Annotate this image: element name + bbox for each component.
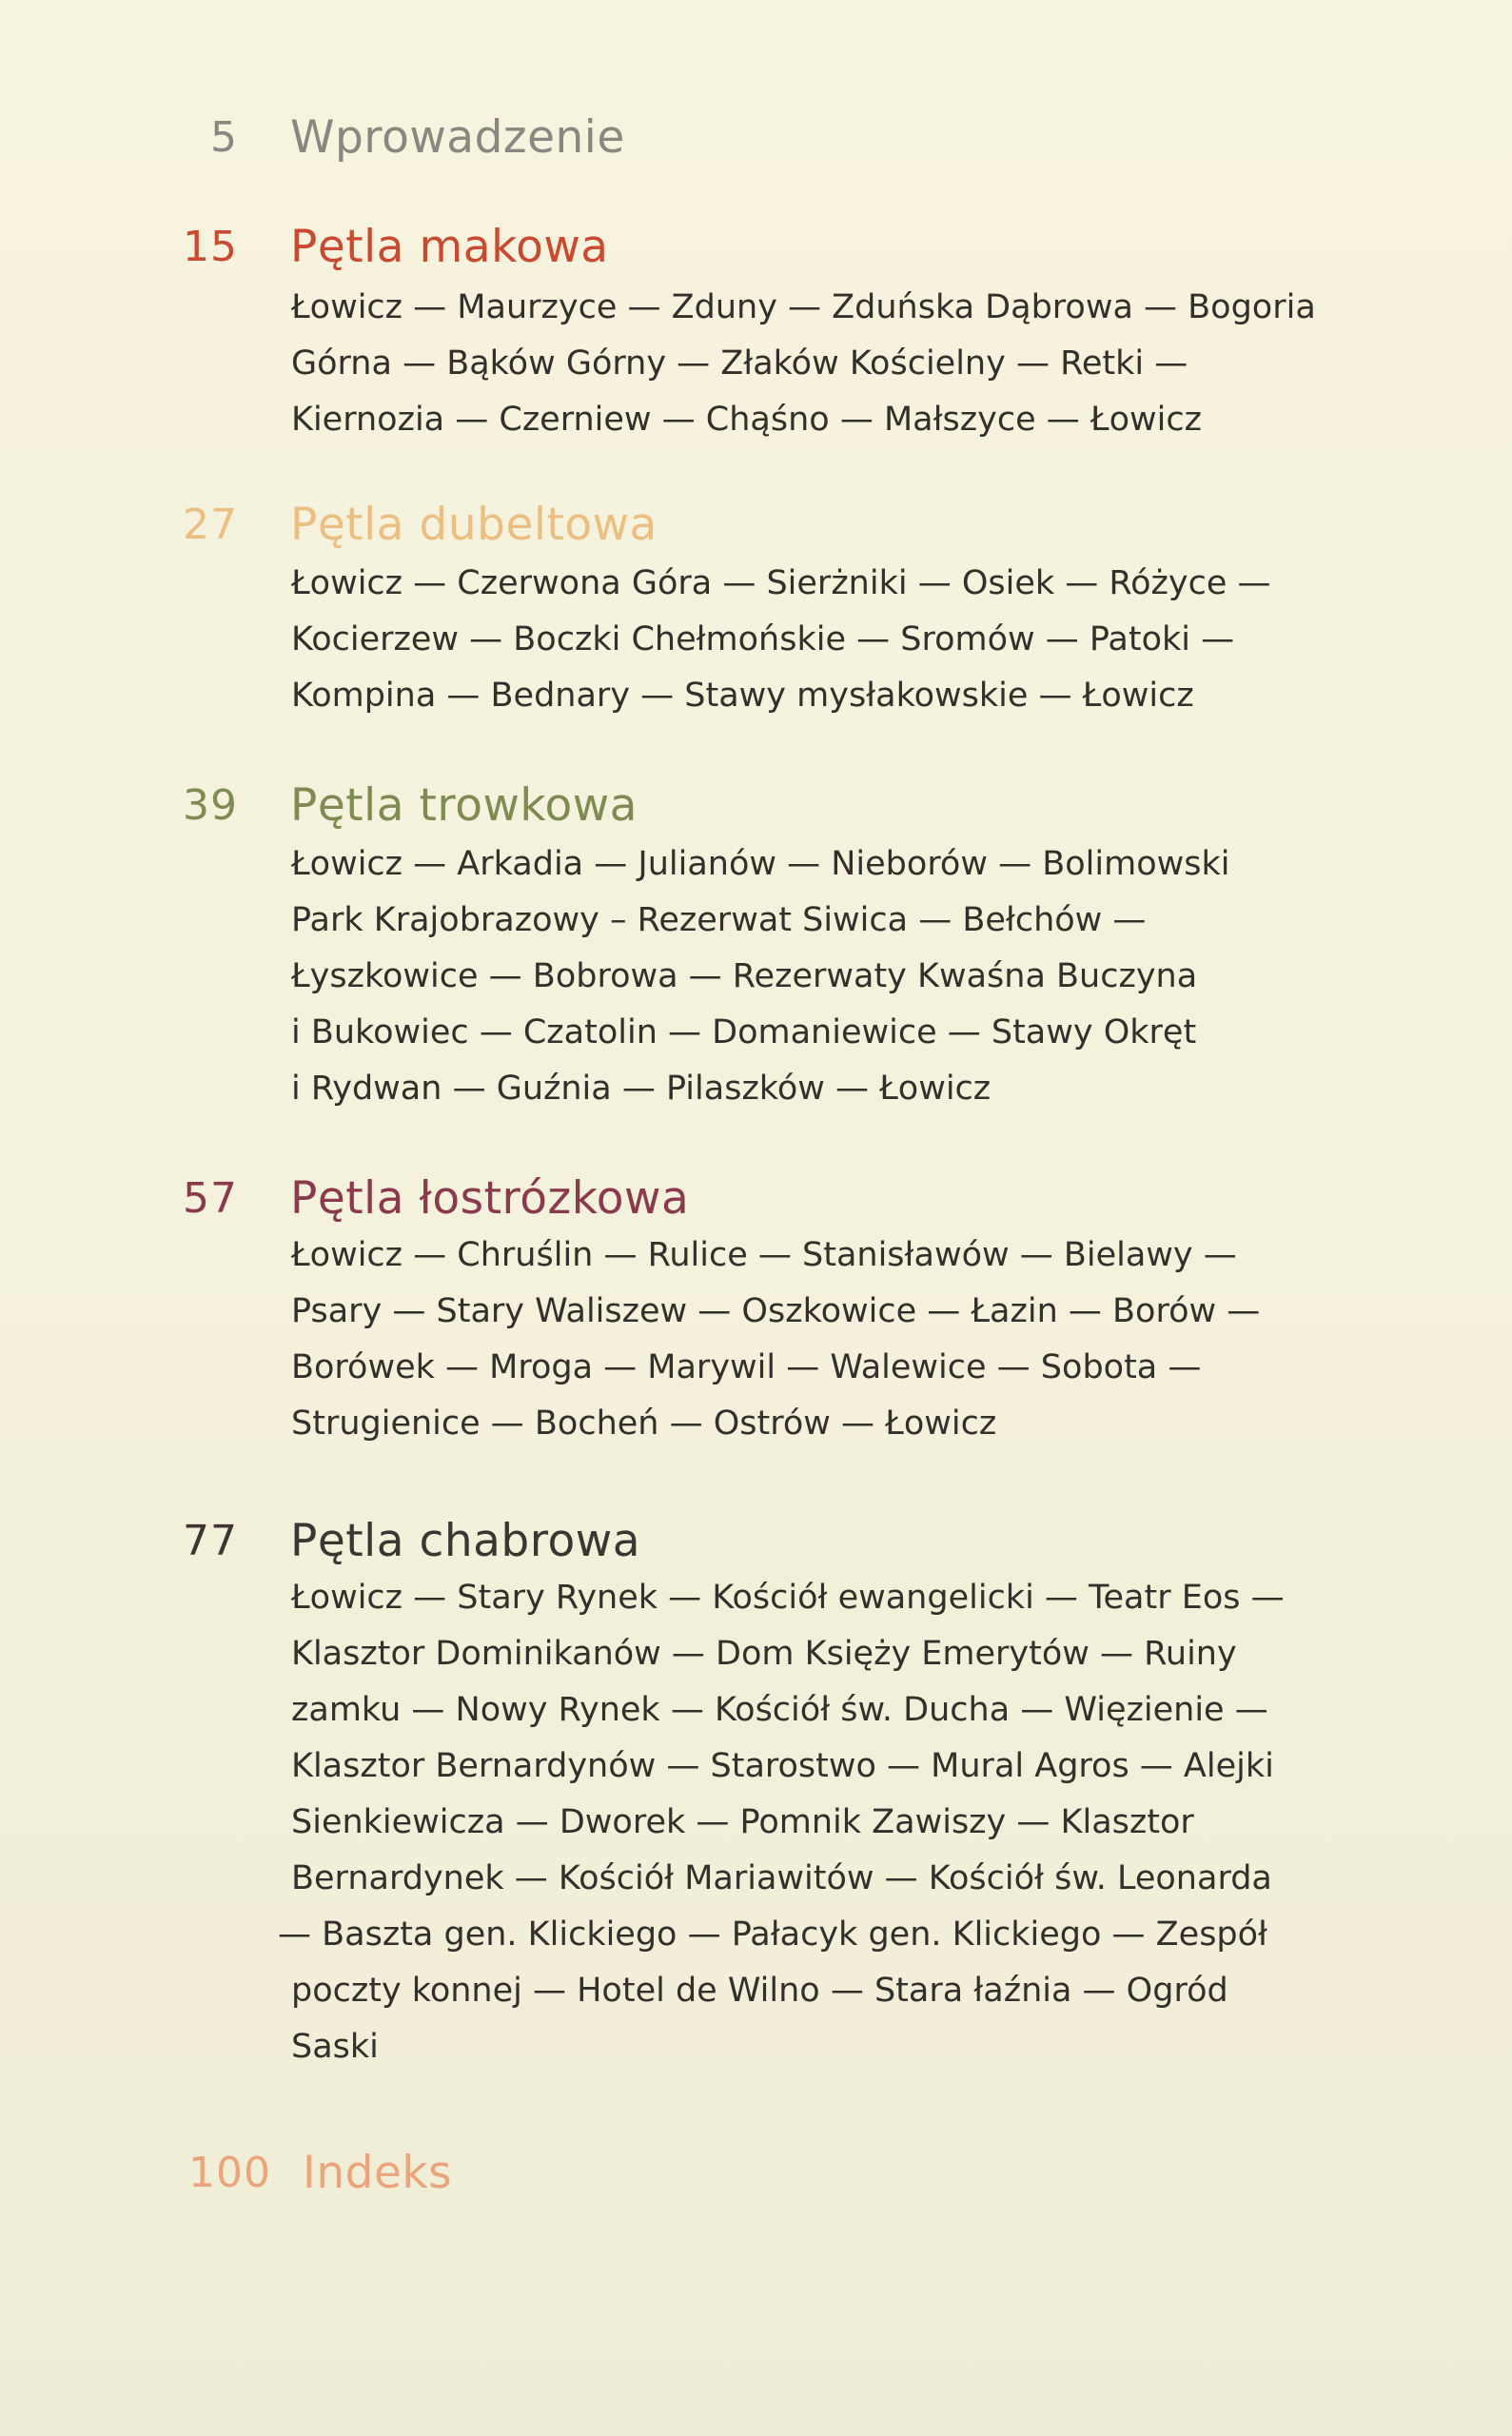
- page-number: 15: [183, 223, 238, 271]
- chapter-title: Indeks: [303, 2147, 453, 2199]
- page-number: 5: [210, 113, 238, 162]
- chapter-title: Wprowadzenie: [290, 111, 625, 164]
- route-line: Kocierzew — Boczki Chełmońskie — Sromów — Patoki —: [291, 620, 1235, 658]
- route-line: Górna — Bąków Górny — Złaków Kościelny — Retki —: [291, 344, 1188, 383]
- route-line: zamku — Nowy Rynek — Kościół św. Ducha — Więzienie —: [291, 1691, 1268, 1729]
- chapter-title: Pętla trowkowa: [290, 779, 638, 832]
- route-line: i Bukowiec — Czatolin — Domaniewice — Stawy Okręt: [291, 1013, 1197, 1051]
- route-line: Saski: [291, 2028, 379, 2066]
- chapter-title: Pętla dubeltowa: [290, 499, 658, 551]
- route-line: i Rydwan — Guźnia — Pilaszków — Łowicz: [291, 1070, 992, 1108]
- chapter-title: Pętla łostrózkowa: [290, 1172, 690, 1225]
- route-line: Łowicz — Chruślin — Rulice — Stanisławów — Bielawy —: [291, 1236, 1237, 1274]
- route-line: Kiernozia — Czerniew — Chąśno — Małszyce — Łowicz: [291, 401, 1202, 439]
- route-line: poczty konnej — Hotel de Wilno — Stara łaźnia — Ogród: [291, 1972, 1228, 2010]
- route-line: Łowicz — Maurzyce — Zduny — Zduńska Dąbrowa — Bogoria: [291, 288, 1316, 326]
- route-line: Klasztor Bernardynów — Starostwo — Mural Agros — Alejki: [291, 1747, 1274, 1785]
- route-description: [291, 280, 1433, 448]
- route-description: [278, 1570, 1433, 2075]
- route-line: Borówek — Mroga — Marywil — Walewice — Sobota —: [291, 1348, 1202, 1386]
- route-line: Park Krajobrazowy – Rezerwat Siwica — Bełchów —: [291, 901, 1147, 939]
- route-line: Klasztor Dominikanów — Dom Księży Emerytów — Ruiny: [291, 1635, 1237, 1673]
- route-description: [291, 556, 1433, 724]
- page-number: 39: [183, 781, 238, 830]
- route-line: — Baszta gen. Klickiego — Pałacyk gen. Klickiego — Zespół: [278, 1915, 1268, 1954]
- route-line: Kompina — Bednary — Stawy mysłakowskie — Łowicz: [291, 677, 1194, 715]
- route-description: [291, 836, 1433, 1117]
- page-number: 77: [183, 1517, 238, 1565]
- route-line: Psary — Stary Waliszew — Oszkowice — Łazin — Borów —: [291, 1292, 1261, 1330]
- route-line: Łyszkowice — Bobrowa — Rezerwaty Kwaśna Buczyna: [291, 957, 1198, 995]
- route-line: Łowicz — Arkadia — Julianów — Nieborów — Bolimowski: [291, 845, 1230, 883]
- route-line: Sienkiewicza — Dworek — Pomnik Zawiszy — Klasztor: [291, 1803, 1194, 1841]
- route-description: [291, 1228, 1433, 1452]
- route-line: Łowicz — Stary Rynek — Kościół ewangelicki — Teatr Eos —: [291, 1579, 1285, 1617]
- route-line: Bernardynek — Kościół Mariawitów — Kościół św. Leonarda: [291, 1859, 1272, 1897]
- route-line: Łowicz — Czerwona Góra — Sierżniki — Osiek — Różyce —: [291, 564, 1271, 602]
- page-number: 57: [183, 1174, 238, 1223]
- page-number: 27: [183, 501, 238, 549]
- page-number: 100: [188, 2149, 271, 2197]
- chapter-title: Pętla chabrowa: [290, 1515, 641, 1567]
- chapter-title: Pętla makowa: [290, 221, 609, 273]
- route-line: Strugienice — Bocheń — Ostrów — Łowicz: [291, 1405, 997, 1443]
